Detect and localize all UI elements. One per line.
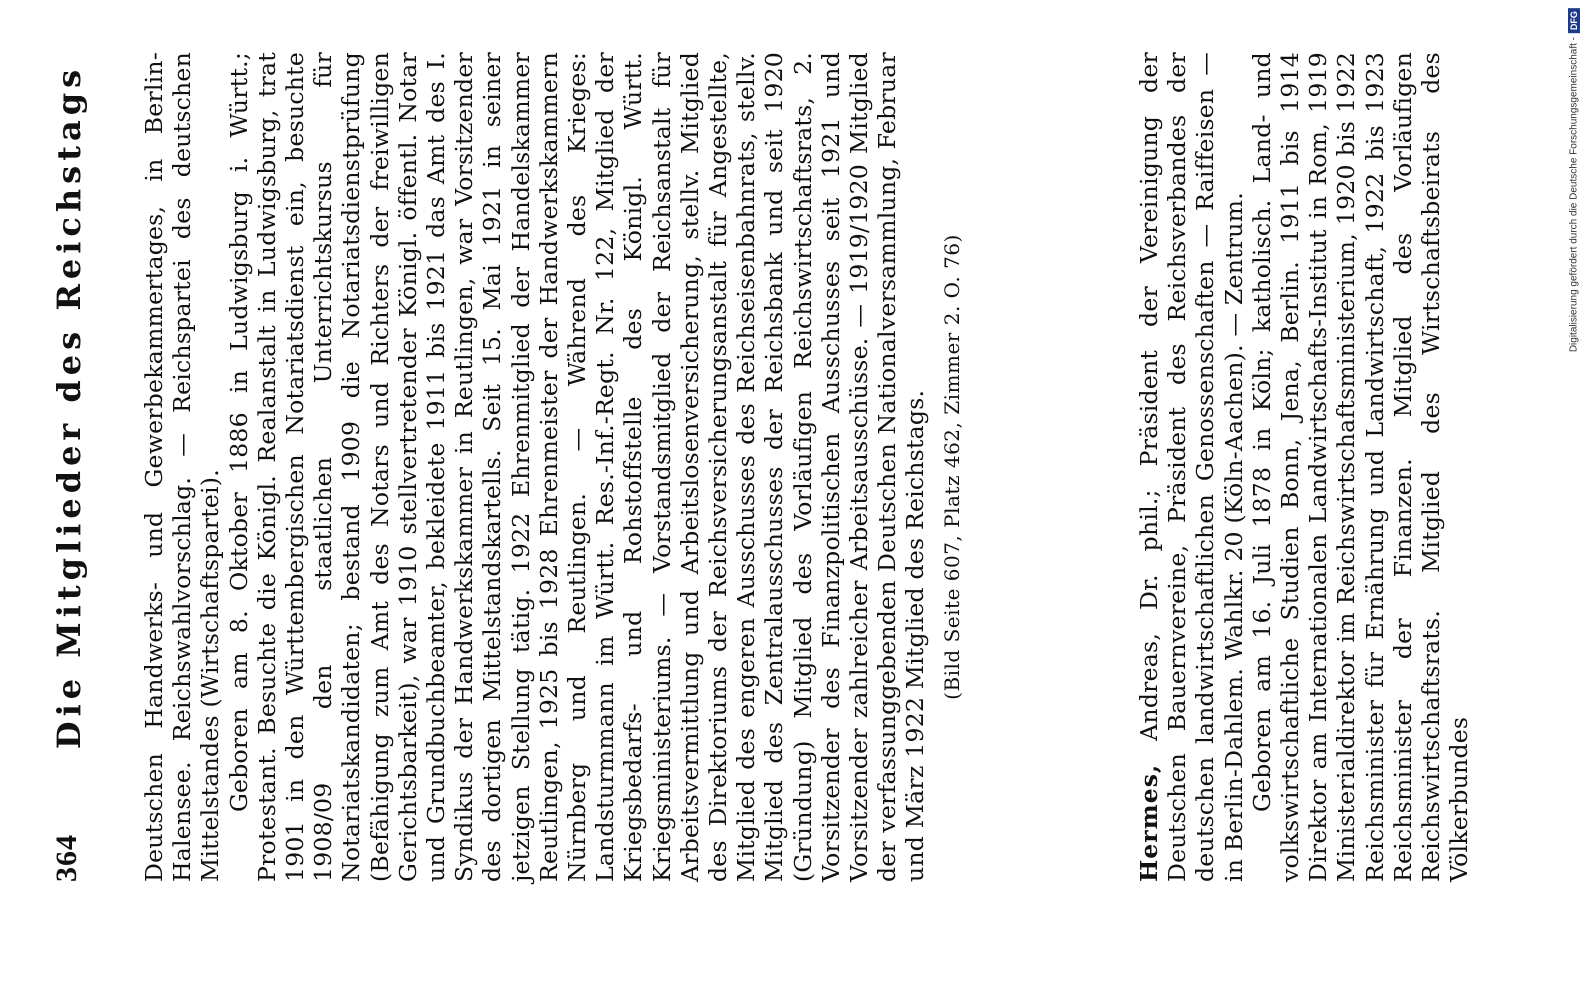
entry-2-biography: Geboren am 16. Juli 1878 in Köln; katholisch. Land- und volkswirtschaftliche Studien Bonn, Jena, Berlin. 1911 bis 1914 Direktor am Internationalen Landwirtschafts-Institut in Rom, 1919 Ministerialdirektor im Reichswirtschaftsministerium, 1920 bis 1922 Reichsminister für Ernährung und Landwirtschaft, 1922 bis 1923 Reichsminister der Finanzen. Mitglied des Vorläufigen Reichswirtschaftsrats. Mitglied des Wirtschaftsbeirats des Völkerbundes <box>1247 52 1474 882</box>
entry-1 <box>140 52 966 882</box>
running-head <box>50 52 90 882</box>
entry-1-continuation: Deutschen Handwerks- und Gewerbekammertages, in Berlin-Halensee. Reichswahlvorschlag. — Reichspartei des deutschen Mittelstandes (Wirtschaftspartei). <box>140 52 225 882</box>
entry-1-picture-reference: (Bild Seite 607, Platz 462, Zimmer 2. O. 76) <box>939 234 964 700</box>
entry-2-intro: Andreas, Dr. phil.; Präsident der Vereinigung der Deutschen Bauernvereine, Präsident des Reichsverbandes der deutschen landwirtschaftlichen Genossenschaften — Raiffeisen — in Berlin-Dahlem. Wahlkr. 20 (Köln-Aachen). — Zentrum. <box>1135 52 1248 882</box>
running-title: Die Mitglieder des Reichstags <box>50 64 88 750</box>
page-number: 364 <box>50 834 83 882</box>
entry-2 <box>1135 52 1473 882</box>
dfg-logo: DFG <box>1568 8 1580 33</box>
entry-1-biography: Geboren am 8. Oktober 1886 in Ludwigsburg i. Württ.; Protestant. Besuchte die Königl. Realanstalt in Ludwigsburg, trat 1901 in den Württembergischen Notariatsdienst ein, besuchte 1908/09 den staatlichen Unterrichtskursus für Notariatskandidaten; bestand 1909 die Notariatsdienstprüfung (Befähigung zum Amt des Notars und Richters der freiwilligen Gerichtsbarkeit), war 1910 stellvertretender Königl. öffentl. Notar und Grundbuchbeamter, bekleidete 1911 bis 1921 das Amt des I. Syndikus der Handwerkskammer in Reutlingen, war Vorsitzender des dortigen Mittelstandskartells. Seit 15. Mai 1921 in seiner jetzigen Stellung tätig. 1922 Ehrenmitglied der Handelskammer Reutlingen, 1925 bis 1928 Ehrenmeister der Handwerkskammern Nürnberg und Reutlingen. — Während des Krieges: Landsturmmann im Württ. Res.-Inf.-Regt. Nr. 122, Mitglied der Kriegsbedarfs- und Rohstoffstelle des Königl. Württ. Kriegsministeriums. — Vorstandsmitglied der Reichsanstalt für Arbeitsvermittlung und Arbeitslosenversicherung, stellv. Mitglied des Direktoriums der Reichsversicherungsanstalt für Angestellte, Mitglied des engeren Ausschusses des Reichseisenbahnrats, stellv. Mitglied des Zentralausschusses der Reichsbank und seit 1920 (Gründung) Mitglied des Vorläufigen Reichswirtschaftsrats, 2. Vorsitzender des Finanzpolitischen Ausschusses seit 1921 und Vorsitzender zahlreicher Arbeitsausschüsse. — 1919/1920 Mitglied der verfassunggebenden Deutschen Nationalversammlung, Februar und März 1922 Mitglied des Reichstags. <box>224 52 930 882</box>
digitization-note <box>1568 8 1580 352</box>
digitization-text: Digitalisierung gefördert durch die Deutsche Forschungsgemeinschaft - <box>1568 37 1580 353</box>
entry-2-name: Hermes, <box>1135 763 1163 882</box>
entry-2-intro-paragraph <box>1135 52 1248 882</box>
